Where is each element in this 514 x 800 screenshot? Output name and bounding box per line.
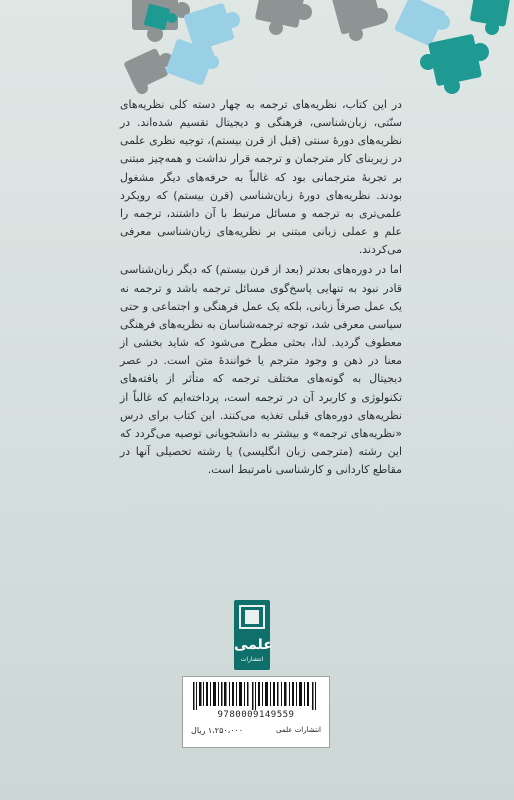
- blurb-paragraph-2: اما در دوره‌های بعدتر (بعد از قرن بیستم) که دیگر زبان‌شناسی قادر نبود به تنهایی پاسخ‌گوی مسائل ترجمه باشد و ترجمه نه یک عمل صرفاً زبانی، بلکه یک عمل فرهنگی و اجتماعی و حتی سیاسی معرفی شد، توجه ترجمه‌شناسان به نظریه‌های فرهنگی معطوف گردید. لذا، بحثی مطرح می‌شود که شاید بخشی از معنا در ذهن و وجود مترجم یا خوانندهٔ متن است. در عصر دیجیتال به گونه‌های مختلف ترجمه که متأثر از یافته‌های تکنولوژی و کاربرد آن در ترجمه است، پرداخته‌ایم که غالباً از نظریه‌های دوره‌های قبلی تغذیه می‌کنند. این کتاب برای درس «نظریه‌های ترجمه» و بیشتر به دانشجویانی توصیه می‌گردد که این رشته (مترجمی زبان انگلیسی) یا رشته تحصیلی آنها در مقاطع کاردانی و کارشناسی نامرتبط است.: [120, 263, 402, 477]
- barcode-bars: [191, 682, 321, 710]
- puzzle-piece-light-blue-3: [394, 0, 450, 47]
- barcode-sticker: [182, 676, 330, 748]
- blurb-paragraph-1: در این کتاب، نظریه‌های ترجمه به چهار دسته کلی نظریه‌های سنّتی، زبان‌شناسی، فرهنگی و دیجیتال تقسیم شده‌اند. در نظریه‌های دورهٔ سنتی (قبل از قرن بیستم)، توجیه نظری علمی در زیربنای کار مترجمان و ترجمه قرار نداشت و همه‌چیز مبتنی بر تجربهٔ مترجمانی بود که غالباً به حرفه‌های دیگر مشغول بودند. نظریه‌های دورهٔ زبان‌شناسی (قرن بیستم) که رویکرد علمی‌تری به ترجمه و مسائل مرتبط با آن داشتند، ترجمه را علم و عملی زبانی مبتنی بر نظریه‌های زبان‌شناسی معرفی می‌کردند.: [120, 98, 402, 257]
- publisher-logo: [234, 600, 273, 670]
- price-label: ۱،۲۵۰،۰۰۰ ریال: [191, 726, 244, 735]
- back-cover-blurb: [120, 96, 402, 479]
- logo-subtitle: انتشارات: [240, 656, 264, 663]
- barcode-publisher: انتشارات علمی: [276, 726, 321, 734]
- puzzle-piece-gray-4: [332, 0, 388, 41]
- puzzle-piece-teal-3: [470, 0, 511, 35]
- isbn-number: 9780009149559: [217, 710, 295, 720]
- puzzle-piece-gray-2: [123, 48, 173, 94]
- logo-word: علمی: [234, 637, 273, 653]
- puzzle-piece-gray-3: [255, 0, 312, 35]
- logo-book-icon: [245, 610, 259, 624]
